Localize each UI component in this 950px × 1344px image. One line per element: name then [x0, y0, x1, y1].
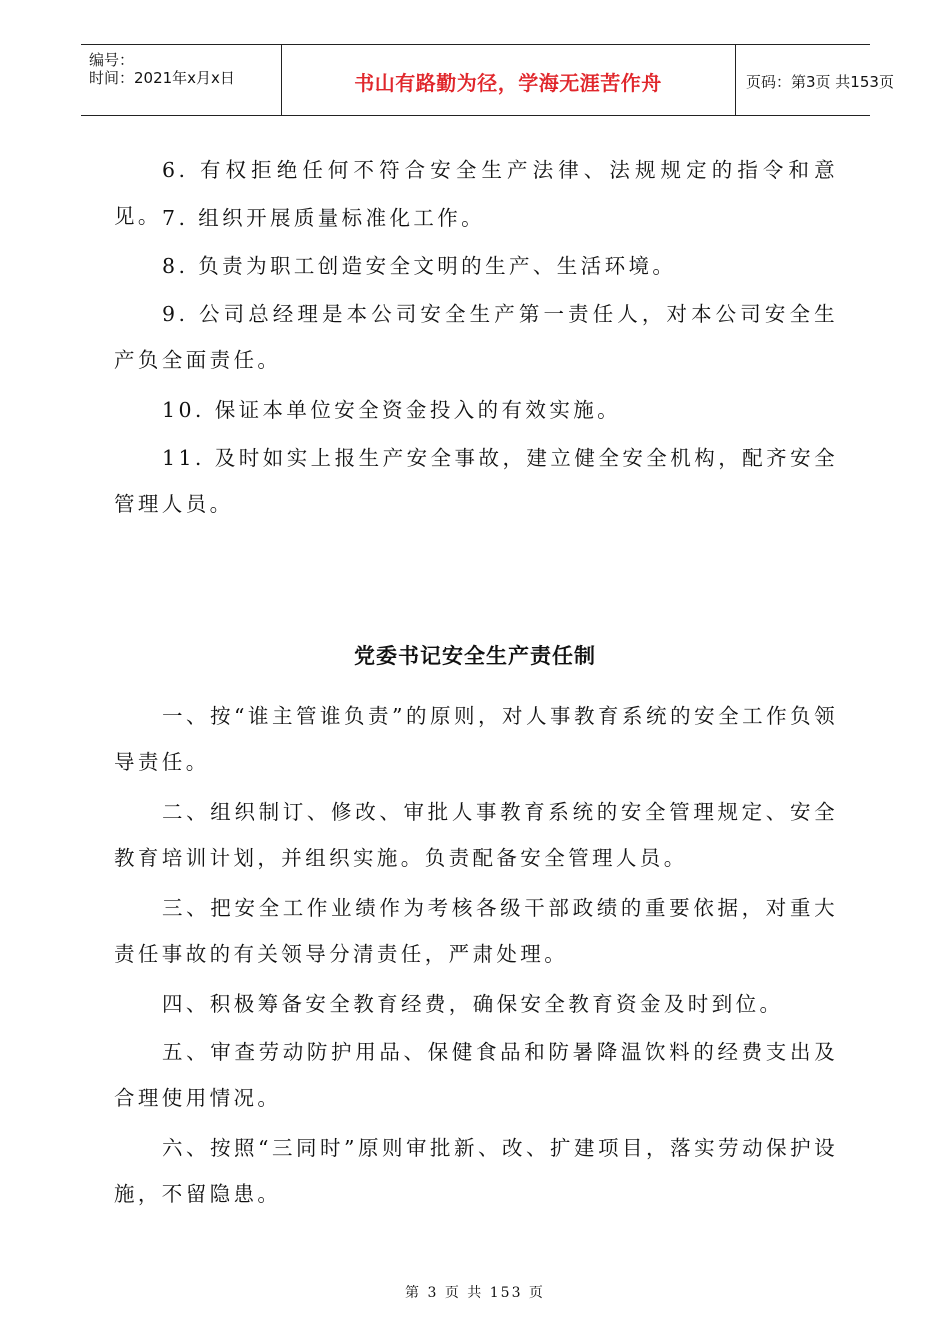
header-meta-cell	[81, 45, 282, 115]
paragraph-item-9: 9. 公司总经理是本公司安全生产第一责任人，对本公司安全生产负全面责任。	[114, 302, 838, 372]
paragraph-item-11: 11. 及时如实上报生产安全事故，建立健全安全机构，配齐安全管理人员。	[114, 446, 838, 516]
paragraph-duty-1: 一、按“谁主管谁负责”的原则，对人事教育系统的安全工作负领导责任。	[114, 704, 838, 774]
paragraph-duty-5: 五、审查劳动防护用品、保健食品和防暑降温饮料的经费支出及合理使用情况。	[114, 1040, 838, 1110]
number-label: 编号：	[89, 51, 135, 69]
paragraph-item-6: 6. 有权拒绝任何不符合安全生产法律、法规规定的指令和意见。	[114, 158, 838, 228]
section-title: 党委书记安全生产责任制	[354, 644, 596, 668]
paragraph-item-7: 7. 组织开展质量标准化工作。	[162, 206, 486, 230]
page-footer: 第 3 页 共 153 页	[405, 1285, 545, 1301]
paragraph-duty-2: 二、组织制订、修改、审批人事教育系统的安全管理规定、安全教育培训计划，并组织实施。负责配备安全管理人员。	[114, 800, 838, 870]
page-info: 页码：第3页 共153页	[746, 73, 894, 91]
paragraph-item-8: 8. 负责为职工创造安全文明的生产、生活环境。	[162, 254, 677, 278]
motto: 书山有路勤为径，学海无涯苦作舟	[354, 71, 662, 95]
paragraph-item-10: 10. 保证本单位安全资金投入的有效实施。	[162, 398, 622, 422]
header-page-cell	[735, 45, 894, 115]
paragraph-duty-3: 三、把安全工作业绩作为考核各级干部政绩的重要依据，对重大责任事故的有关领导分清责任，严肃处理。	[114, 896, 838, 966]
page-header	[81, 44, 894, 116]
paragraph-duty-4: 四、积极筹备安全教育经费，确保安全教育资金及时到位。	[162, 992, 784, 1016]
time-label: 时间：2021年x月x日	[89, 69, 235, 87]
header-motto-cell	[281, 45, 736, 115]
paragraph-duty-6: 六、按照“三同时”原则审批新、改、扩建项目，落实劳动保护设施，不留隐患。	[114, 1136, 838, 1206]
